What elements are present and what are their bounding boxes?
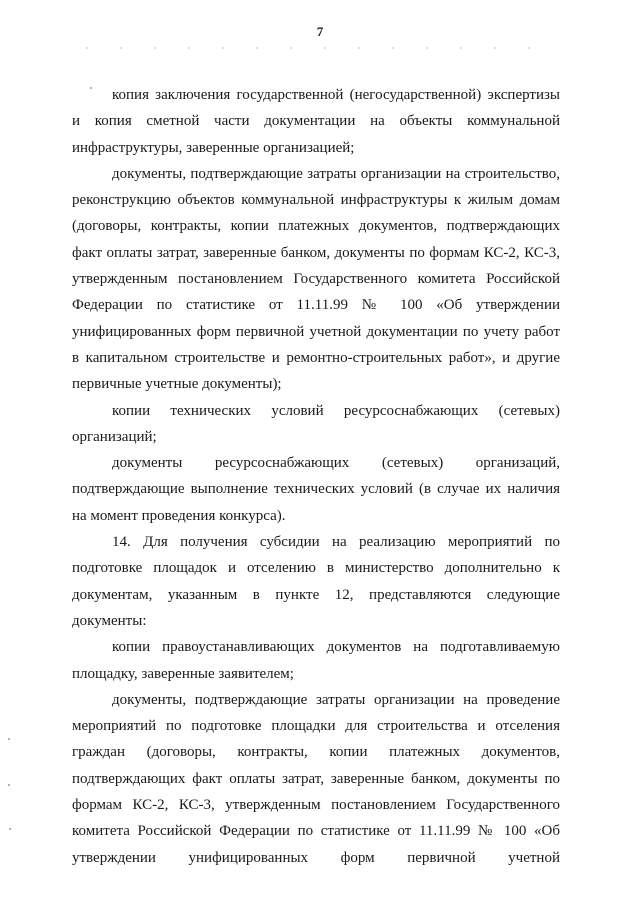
paragraph-site-preparation-costs: документы, подтверждающие затраты организации на проведение мероприятий по подготовке площадки для строительства и отселения граждан (договоры, контракты, копии платежных документов, подтверждающих факт оплаты затрат, заверенные банком, документы по формам КС-2, КС-3, утвержденным постановлением Государственного комитета Российской Федерации по статистике от 11.11.99 № 100 «Об утверждении унифицированных форм первичной учетной [72,691,560,866]
paragraph-network-documents: документы ресурсоснабжающих (сетевых) организаций, подтверждающие выполнение технических условий (в случае их наличия на момент проведения конкурса). [72,455,560,524]
scan-speck [8,738,10,740]
paragraph-title-documents: копии правоустанавливающих документов на подготавливаемую площадку, заверенные заявителем; [72,639,560,682]
paragraph-construction-costs: документы, подтверждающие затраты организации на строительство, реконструкцию объектов коммунальной инфраструктуры к жилым домам (договоры, контракты, копии платежных документов, подтверждающих факт оплаты затрат, заверенные банком, документы по формам КС-2, КС-3, утвержденным постановлением Государственного комитета Российской Федерации по статистике от 11.11.99 № 100 «Об утверждении унифицированных форм первичной учетной документации по учету работ в капитальном строительстве и ремонтно-строительных работ», и другие первичные учетные документы); [72,165,560,393]
scan-speck [8,784,10,786]
scan-artifact-line [70,47,560,49]
scan-speck [9,828,11,830]
paragraph-item-14: 14. Для получения субсидии на реализацию мероприятий по подготовке площадок и отселению в министерство дополнительно к документам, указанным в пункте 12, представляются следующие документы: [72,534,560,629]
scan-speck [90,87,92,89]
paragraph-expertise-copy: копия заключения государственной (негосударственной) экспертизы и копия сметной части документации на объекты коммунальной инфраструктуры, заверенные организацией; [72,87,560,156]
document-body [72,82,560,871]
paragraph-technical-conditions: копии технических условий ресурсоснабжающих (сетевых) организаций; [72,402,560,445]
page-number: 7 [316,24,324,39]
